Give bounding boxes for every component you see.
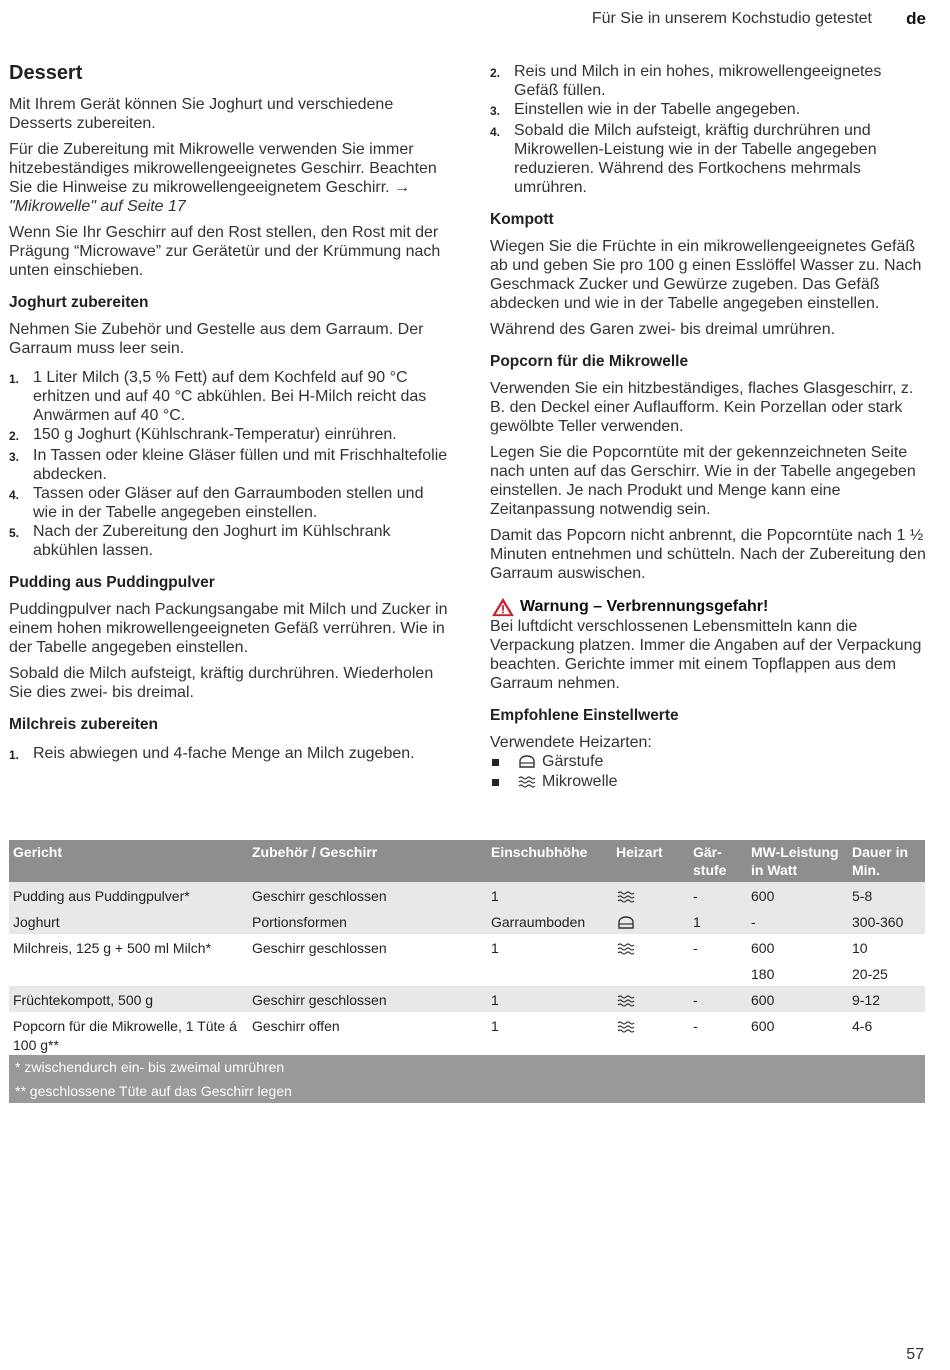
list-item: [490, 100, 930, 121]
cell-dish: [9, 965, 248, 986]
cell-proofing-level: -: [693, 1018, 698, 1034]
cell-duration: 4-6: [852, 1018, 873, 1034]
cell-dish: Milchreis, 125 g + 500 ml Milch*: [13, 940, 212, 956]
bullet-square-icon: [492, 779, 499, 786]
kompott-paragraph-1: Wiegen Sie die Früchte in ein mikrowellengeeignetes Gefäß ab und geben Sie pro 100 g einen Esslöffel Wasser zu. Nach Geschmack Zucker und Gewürze zugeben. Das Gefäß abdecken und wie in der Tabelle angegeben einstellen.: [490, 238, 922, 312]
kompott-heading: Kompott: [490, 211, 554, 228]
heating-modes-label: Verwendete Heizarten:: [490, 734, 652, 751]
warning-title: Warnung – Verbrennungsgefahr!: [520, 598, 769, 615]
proofing-icon: [517, 754, 537, 770]
microwave-dish-text: Für die Zubereitung mit Mikrowelle verwenden Sie immer hitzebeständiges mikrowellengeeignetes Geschirr. Beachten Sie die Hinweise zu mikrowellengeeignetem Geschirr.: [9, 141, 437, 196]
cell-heating: [612, 887, 689, 908]
warning-text: Bei luftdicht verschlossenen Lebensmitteln kann die Verpackung platzen. Immer die Angaben auf der Verpackung beachten. Gerichte immer mit einem Topflappen aus dem Garraum nehmen.: [490, 618, 922, 692]
cell-dish: Joghurt: [13, 914, 60, 930]
step-number: 5.: [9, 526, 20, 540]
list-item: [9, 522, 449, 560]
popcorn-paragraph-1: Verwenden Sie ein hitzbeständiges, flaches Glasgeschirr, z. B. den Deckel einer Auflaufform. Kein Porzellan oder stark gewölbte Teller verwenden.: [490, 380, 914, 435]
cell-dish: Pudding aus Puddingpulver*: [13, 888, 190, 904]
cell-level: 1: [491, 940, 499, 956]
table-row: [9, 960, 925, 986]
microwave-icon: [616, 888, 636, 904]
popcorn-paragraph-2: Legen Sie die Popcorntüte mit der gekennzeichneten Seite nach unten auf das Gerschirr. Wie in der Tabelle angegeben einstellen. Je nach Produkt und Menge kann eine Zeitanpassung notwendig sein.: [490, 444, 916, 518]
cell-duration: 9-12: [852, 992, 881, 1008]
cell-proofing-level: -: [693, 940, 698, 956]
cell-level: [487, 965, 612, 986]
microwave-icon: [616, 992, 636, 1008]
cell-accessory: [248, 965, 487, 986]
proofing-icon: [616, 914, 636, 930]
popcorn-paragraph-3: Damit das Popcorn nicht anbrennt, die Popcorntüte nach 1 ½ Minuten entnehmen und schütteln. Nach der Zubereitung den Garraum auswischen.: [490, 527, 926, 582]
page-header: [0, 8, 950, 32]
step-text: 1 Liter Milch (3,5 % Fett) auf dem Kochfeld auf 90 °C erhitzen und auf 40 °C abkühlen. Bei H-Milch reicht das Anwärmen auf 40 °C.: [33, 369, 427, 424]
cell-heating: [612, 913, 689, 934]
cell-accessory: Portionsformen: [252, 914, 347, 930]
cell-duration: 10: [852, 940, 868, 956]
cross-reference-link[interactable]: "Mikrowelle" auf Seite 17: [9, 198, 186, 215]
cell-accessory: Geschirr geschlossen: [252, 992, 387, 1008]
step-text: Reis und Milch in ein hohes, mikrowellengeeignetes Gefäß füllen.: [514, 63, 882, 99]
joghurt-steps: [9, 368, 449, 560]
cell-level: Garraumboden: [491, 914, 586, 930]
joghurt-heading: Joghurt zubereiten: [9, 294, 149, 311]
step-number: 2.: [490, 66, 501, 80]
microwave-icon: [616, 940, 636, 956]
cell-mw-power: -: [751, 914, 756, 930]
page-number: 57: [906, 1346, 924, 1363]
step-number: 4.: [490, 125, 501, 139]
cell-level: 1: [491, 888, 499, 904]
cell-mw-power: 600: [751, 940, 775, 956]
settings-table: [9, 840, 925, 1103]
step-number: 3.: [9, 450, 20, 464]
cell-heating: [612, 1017, 689, 1055]
heating-mode-label: Gärstufe: [542, 753, 604, 770]
step-text: Nach der Zubereitung den Joghurt im Kühlschrank abkühlen lassen.: [33, 523, 391, 559]
col-header-proofing-level: Gär- stufe: [693, 844, 727, 878]
table-row: [9, 1012, 925, 1055]
warning-triangle-icon: [490, 597, 516, 617]
rack-paragraph: Wenn Sie Ihr Geschirr auf den Rost stellen, den Rost mit der Prägung “Microwave” zur Gerätetür und der Krümmung nach unten einschieben.: [9, 224, 441, 279]
joghurt-intro: Nehmen Sie Zubehör und Gestelle aus dem Garraum. Der Garraum muss leer sein.: [9, 321, 424, 357]
list-item: [9, 744, 449, 765]
cross-reference-arrow-icon: →: [394, 179, 411, 196]
cell-proofing-level: -: [693, 888, 698, 904]
list-item: [9, 368, 449, 425]
list-item: [490, 121, 930, 197]
cell-heating: [612, 965, 689, 986]
cell-mw-power: 600: [751, 992, 775, 1008]
pudding-paragraph-1: Puddingpulver nach Packungsangabe mit Milch und Zucker in einem hohen mikrowellengeeigneten Gefäß verrühren. Wie in der Tabelle angegeben einstellen.: [9, 601, 448, 656]
step-number: 1.: [9, 748, 20, 762]
running-title: Für Sie in unserem Kochstudio getestet: [591, 10, 872, 27]
step-text: Tassen oder Gläser auf den Garraumboden stellen und wie in der Tabelle angegeben einstellen.: [33, 485, 424, 521]
left-column: [9, 58, 449, 773]
col-header-level: Einschubhöhe: [491, 844, 588, 860]
table-body: [9, 882, 925, 1055]
step-text: Sobald die Milch aufsteigt, kräftig durchrühren und Mikrowellen-Leistung wie in der Tabelle angegeben reduzieren. Während des Fortkochens mehrmals umrühren.: [514, 122, 877, 196]
cell-dish: Früchtekompott, 500 g: [13, 992, 154, 1008]
step-text: 150 g Joghurt (Kühlschrank-Temperatur) einrühren.: [33, 426, 397, 443]
table-row: [9, 882, 925, 908]
step-number: 2.: [9, 429, 20, 443]
bullet-square-icon: [492, 759, 499, 766]
heating-mode-item: [490, 772, 930, 792]
list-item: [490, 62, 930, 100]
cell-mw-power: 180: [751, 966, 775, 982]
cell-level: 1: [491, 992, 499, 1008]
col-header-accessory: Zubehör / Geschirr: [252, 844, 378, 860]
step-number: 1.: [9, 372, 20, 386]
table-row: [9, 986, 925, 1012]
right-column: [490, 58, 930, 792]
intro-paragraph: Mit Ihrem Gerät können Sie Joghurt und verschiedene Desserts zubereiten.: [9, 96, 394, 132]
table-row: [9, 934, 925, 960]
col-header-dish: Gericht: [13, 844, 63, 860]
cell-accessory: Geschirr offen: [252, 1018, 340, 1034]
cell-dish: Popcorn für die Mikrowelle, 1 Tüte á 100 g**: [13, 1018, 237, 1053]
recommended-settings-heading: Empfohlene Einstellwerte: [490, 707, 679, 724]
cell-duration: 300-360: [852, 914, 904, 930]
popcorn-heading: Popcorn für die Mikrowelle: [490, 353, 689, 370]
milchreis-steps-start: [9, 744, 449, 765]
cell-proofing-level: [689, 965, 747, 986]
step-number: 3.: [490, 104, 501, 118]
cell-proofing-level: -: [693, 992, 698, 1008]
cell-mw-power: 600: [751, 888, 775, 904]
pudding-paragraph-2: Sobald die Milch aufsteigt, kräftig durchrühren. Wiederholen Sie dies zwei- bis dreimal.: [9, 665, 434, 701]
table-footnote: ** geschlossene Tüte auf das Geschirr legen: [9, 1079, 925, 1103]
microwave-dish-paragraph: [9, 140, 449, 216]
list-item: [9, 446, 449, 484]
step-number: 4.: [9, 488, 20, 502]
cell-duration: 5-8: [852, 888, 873, 904]
step-text: Reis abwiegen und 4-fache Menge an Milch zugeben.: [33, 745, 415, 762]
list-item: [9, 484, 449, 522]
step-text: In Tassen oder kleine Gläser füllen und mit Frischhaltefolie abdecken.: [33, 447, 448, 483]
step-text: Einstellen wie in der Tabelle angegeben.: [514, 101, 801, 118]
warning-heading: [490, 597, 930, 617]
table-footnote: * zwischendurch ein- bis zweimal umrühren: [9, 1055, 925, 1079]
heating-mode-item: [490, 752, 930, 772]
cell-heating: [612, 991, 689, 1012]
cell-duration: 20-25: [852, 966, 888, 982]
kompott-paragraph-2: Während des Garen zwei- bis dreimal umrühren.: [490, 321, 836, 338]
cell-proofing-level: 1: [693, 914, 701, 930]
list-item: [9, 425, 449, 446]
microwave-icon: [517, 774, 537, 790]
cell-heating: [612, 939, 689, 960]
col-header-heating: Heizart: [616, 844, 663, 860]
col-header-mw-power: MW-Leistung in Watt: [751, 844, 839, 878]
cell-accessory: Geschirr geschlossen: [252, 940, 387, 956]
col-header-duration: Dauer in Min.: [852, 844, 909, 878]
microwave-icon: [616, 1018, 636, 1034]
cell-accessory: Geschirr geschlossen: [252, 888, 387, 904]
cell-mw-power: 600: [751, 1018, 775, 1034]
milchreis-heading: Milchreis zubereiten: [9, 716, 159, 733]
language-tag: de: [906, 9, 926, 28]
heating-mode-label: Mikrowelle: [542, 773, 618, 790]
section-title: Dessert: [9, 62, 83, 84]
table-row: [9, 908, 925, 934]
cell-level: 1: [491, 1018, 499, 1034]
table-header: [9, 840, 925, 882]
milchreis-steps-continued: [490, 62, 930, 197]
pudding-heading: Pudding aus Puddingpulver: [9, 574, 215, 591]
